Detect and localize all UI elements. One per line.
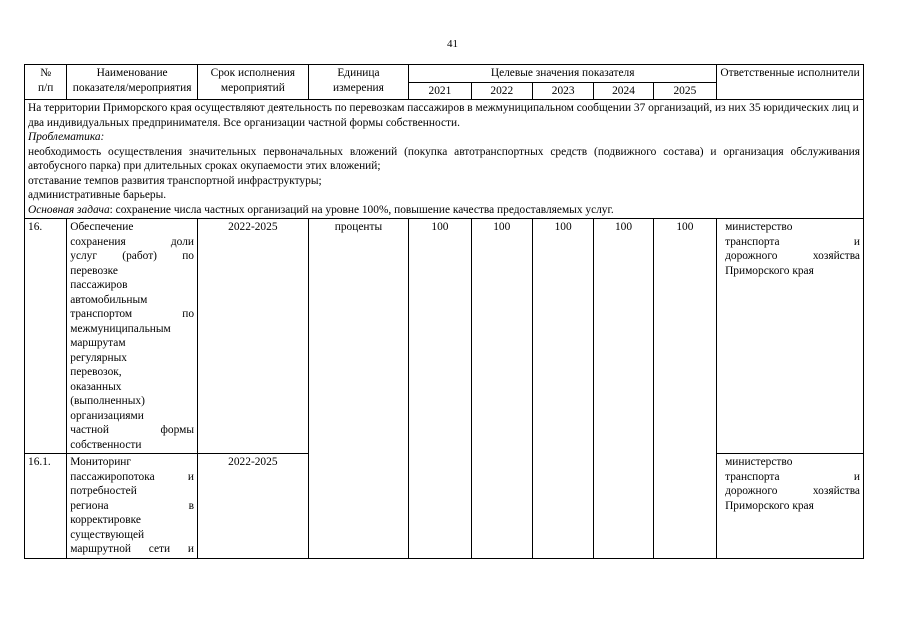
main-task-label: Основная задача (28, 203, 110, 216)
indicators-table (24, 64, 864, 559)
row-name (67, 454, 198, 559)
row-name-line: маршрутам (70, 337, 126, 349)
row-name-line: Мониторинг (70, 456, 132, 468)
row-name-line: сохранения доли (70, 235, 195, 248)
header-year: 2025 (653, 82, 716, 100)
row-name-line: автомобильным (70, 293, 148, 306)
row-responsible (717, 454, 864, 559)
row-name-line: пассажиропотока и (70, 470, 195, 483)
row-name-line: перевозок, (70, 366, 122, 378)
row-name-line: региона в (70, 499, 195, 512)
header-year: 2024 (594, 82, 653, 100)
main-task (28, 203, 860, 218)
row-resp-line: Приморского края (725, 499, 814, 512)
row-name-line: услуг (работ) по (70, 250, 195, 262)
header-num: № п/п (25, 65, 67, 100)
row-name-line: частной формы (70, 424, 195, 436)
header-row (25, 65, 864, 83)
row-name-line: пассажиров (70, 279, 128, 291)
row-term: 2022-2025 (198, 219, 309, 454)
row-resp-line: дорожного хозяйства (725, 250, 860, 262)
table-row (25, 219, 864, 454)
header-targets: Целевые значения показателя (409, 65, 717, 83)
row-responsible (717, 219, 864, 454)
row-value-2022: 100 (471, 219, 532, 559)
row-resp-line: транспорта и (725, 470, 860, 483)
header-name: Наименование показателя/мероприятия (67, 65, 198, 100)
row-name-line: потребностей (70, 485, 137, 497)
row-name-line: транспортом по (70, 308, 195, 320)
problem-item: необходимость осуществления значительных первоначальных вложений (покупка автотранспортных средств (подвижного состава) и организация обслуживания автобусного парка) при длительных сроках окупаемости этих вложений; (28, 145, 860, 172)
row-unit: проценты (308, 219, 409, 559)
row-name-line: (выполненных) (70, 395, 145, 407)
page-number: 41 (447, 38, 458, 50)
main-task-text: : сохранение числа частных организаций на уровне 100%, повышение качества предоставляемых услуг. (109, 203, 614, 216)
row-num: 16. (25, 219, 67, 454)
row-value-2025: 100 (653, 219, 716, 559)
row-resp-line: министерство (725, 456, 793, 468)
header-unit: Единица измерения (308, 65, 409, 100)
row-name-line: собственности (70, 438, 142, 451)
header-year: 2023 (532, 82, 593, 100)
intro-text: На территории Приморского края осуществляют деятельность по перевозкам пассажиров в межмуниципальном сообщении 37 организаций, из них 35 юридических лиц и два индивидуальных предпринимателя. Все организации частной формы собственности. (28, 102, 859, 129)
header-year: 2021 (409, 82, 471, 100)
header-term: Срок исполнения мероприятий (198, 65, 309, 100)
row-value-2023: 100 (532, 219, 593, 559)
row-value-2021: 100 (409, 219, 471, 559)
row-resp-line: министерство (725, 221, 793, 233)
row-name-line: существующей (70, 528, 145, 541)
intro-cell (25, 100, 864, 219)
problem-item: административные барьеры. (28, 189, 167, 201)
row-name-line: маршрутной сети и (70, 543, 195, 555)
row-name-line: организациями (70, 409, 144, 422)
row-resp-line: дорожного хозяйства (725, 485, 860, 497)
row-name-line: межмуниципальным (70, 322, 171, 335)
problem-item: отставание темпов развития транспортной инфраструктуры; (28, 174, 322, 187)
row-name-line: корректировке (70, 514, 141, 526)
row-resp-line: Приморского края (725, 264, 814, 277)
row-num: 16.1. (25, 454, 67, 559)
row-name-line: регулярных (70, 351, 127, 364)
row-term: 2022-2025 (198, 454, 309, 559)
row-name-line: оказанных (70, 380, 122, 393)
row-name (67, 219, 198, 454)
row-value-2024: 100 (594, 219, 653, 559)
header-responsible: Ответственные исполнители (717, 65, 864, 100)
row-name-line: Обеспечение (70, 221, 134, 233)
header-year: 2022 (471, 82, 532, 100)
row-name-line: перевозке (70, 264, 118, 277)
row-resp-line: транспорта и (725, 235, 860, 248)
problem-label: Проблематика: (28, 131, 105, 143)
intro-row (25, 100, 864, 219)
